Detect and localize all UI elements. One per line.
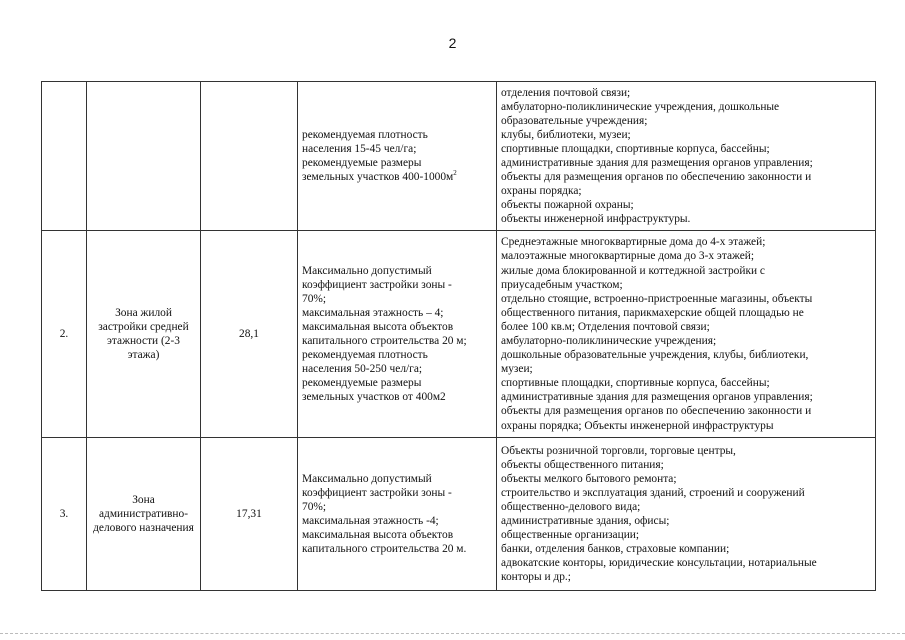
use-line: охраны порядка; Объекты инженерной инфраструктуры	[501, 419, 774, 432]
param-line: рекомендуемые размеры	[302, 377, 422, 390]
param-line: максимальная этажность -4;	[302, 515, 439, 527]
use-line: приусадебным участком;	[501, 278, 623, 291]
use-line: амбулаторно-поликлинические учреждения, дошкольные	[501, 100, 780, 113]
use-line: жилые дома блокированной и коттеджной застройки с	[501, 264, 765, 277]
zone-area-cell: 28,1	[201, 231, 298, 438]
zones-table	[41, 81, 876, 591]
zone-area-cell: 17,31	[201, 438, 298, 591]
use-line: музеи;	[501, 363, 533, 376]
use-line: банки, отделения банков, страховые компании;	[501, 543, 730, 556]
zone-params-cell	[298, 82, 497, 231]
use-line: спортивные площадки, спортивные корпуса, бассейны;	[501, 377, 770, 390]
param-line: земельных участков от 400м2	[302, 391, 446, 404]
use-line: Среднеэтажные многоквартирные дома до 4-х этажей;	[501, 236, 766, 249]
use-line: отдельно стоящие, встроенно-пристроенные магазины, объекты	[501, 292, 813, 305]
table-row	[42, 82, 876, 231]
use-line: адвокатские конторы, юридические консультации, нотариальные	[501, 557, 817, 570]
use-line: более 100 кв.м; Отделения почтовой связи;	[501, 320, 710, 333]
zone-uses-cell	[497, 231, 876, 438]
zone-number-cell	[42, 82, 87, 231]
param-line: максимальная высота объектов	[302, 320, 454, 333]
param-line: капитального строительства 20 м;	[302, 335, 467, 347]
zone-uses-cell	[497, 82, 876, 231]
use-line: объекты мелкого бытового ремонта;	[501, 472, 677, 485]
use-line: клубы, библиотеки, музеи;	[501, 128, 631, 141]
param-line: рекомендуемые размеры	[302, 157, 422, 169]
param-line: коэффициент застройки зоны -	[302, 278, 452, 291]
use-line: конторы и др.;	[501, 571, 571, 584]
table-row	[42, 231, 876, 438]
param-line: населения 50-250 чел/га;	[302, 363, 423, 376]
zone-area-cell	[201, 82, 298, 231]
use-line: объекты инженерной инфраструктуры.	[501, 213, 691, 226]
zone-name-cell: Зона жилой застройки средней этажности (2-3 этажа)	[87, 231, 201, 438]
use-line: административные здания, офисы;	[501, 515, 670, 527]
use-line: охраны порядка;	[501, 185, 582, 198]
use-line: амбулаторно-поликлинические учреждения;	[501, 335, 717, 347]
zone-number-cell: 2.	[42, 231, 87, 438]
use-line: спортивные площадки, спортивные корпуса, бассейны;	[501, 142, 770, 155]
param-line: максимальная высота объектов	[302, 529, 454, 542]
param-line: максимальная этажность – 4;	[302, 306, 444, 319]
zone-params-cell	[298, 231, 497, 438]
use-line: общественно-делового вида;	[501, 500, 641, 513]
use-line: строительство и эксплуатация зданий, строений и сооружений	[501, 486, 805, 499]
table-row	[42, 438, 876, 591]
zone-name-cell	[87, 82, 201, 231]
param-line: 70%;	[302, 292, 327, 305]
use-line: малоэтажные многоквартирные дома до 3-х этажей;	[501, 250, 755, 263]
use-line: административные здания для размещения органов управления;	[501, 391, 813, 404]
param-line: рекомендуемая плотность	[302, 349, 428, 362]
use-line: общественного питания, парикмахерские общей площадью не	[501, 306, 804, 319]
use-line: образовательные учреждения;	[501, 114, 648, 127]
use-line: дошкольные образовательные учреждения, клубы, библиотеки,	[501, 349, 809, 362]
superscript: 2	[453, 169, 457, 178]
zone-uses-cell	[497, 438, 876, 591]
use-line: отделения почтовой связи;	[501, 86, 631, 99]
use-line: общественные организации;	[501, 529, 640, 542]
param-line	[302, 170, 492, 184]
param-line: капитального строительства 20 м.	[302, 543, 467, 556]
use-line: Объекты розничной торговли, торговые центры,	[501, 444, 736, 457]
param-line: населения 15-45 чел/га;	[302, 142, 417, 155]
use-line: объекты для размещения органов по обеспечению законности и	[501, 405, 812, 418]
use-line: объекты для размещения органов по обеспечению законности и	[501, 171, 812, 184]
param-line: рекомендуемая плотность	[302, 128, 428, 141]
zone-number-cell: 3.	[42, 438, 87, 591]
use-line: объекты пожарной охраны;	[501, 199, 634, 212]
param-line: Максимально допустимый	[302, 264, 432, 277]
zone-name-cell: Зона административно-делового назначения	[87, 438, 201, 591]
param-line: Максимально допустимый	[302, 472, 432, 485]
scan-edge-divider	[0, 633, 905, 634]
use-line: объекты общественного питания;	[501, 458, 664, 471]
param-line: 70%;	[302, 500, 327, 513]
use-line: административные здания для размещения органов управления;	[501, 157, 813, 169]
param-line-text: земельных участков 400-1000м	[302, 171, 454, 184]
page-number: 2	[448, 35, 457, 51]
zone-params-cell	[298, 438, 497, 591]
param-line: коэффициент застройки зоны -	[302, 486, 452, 499]
